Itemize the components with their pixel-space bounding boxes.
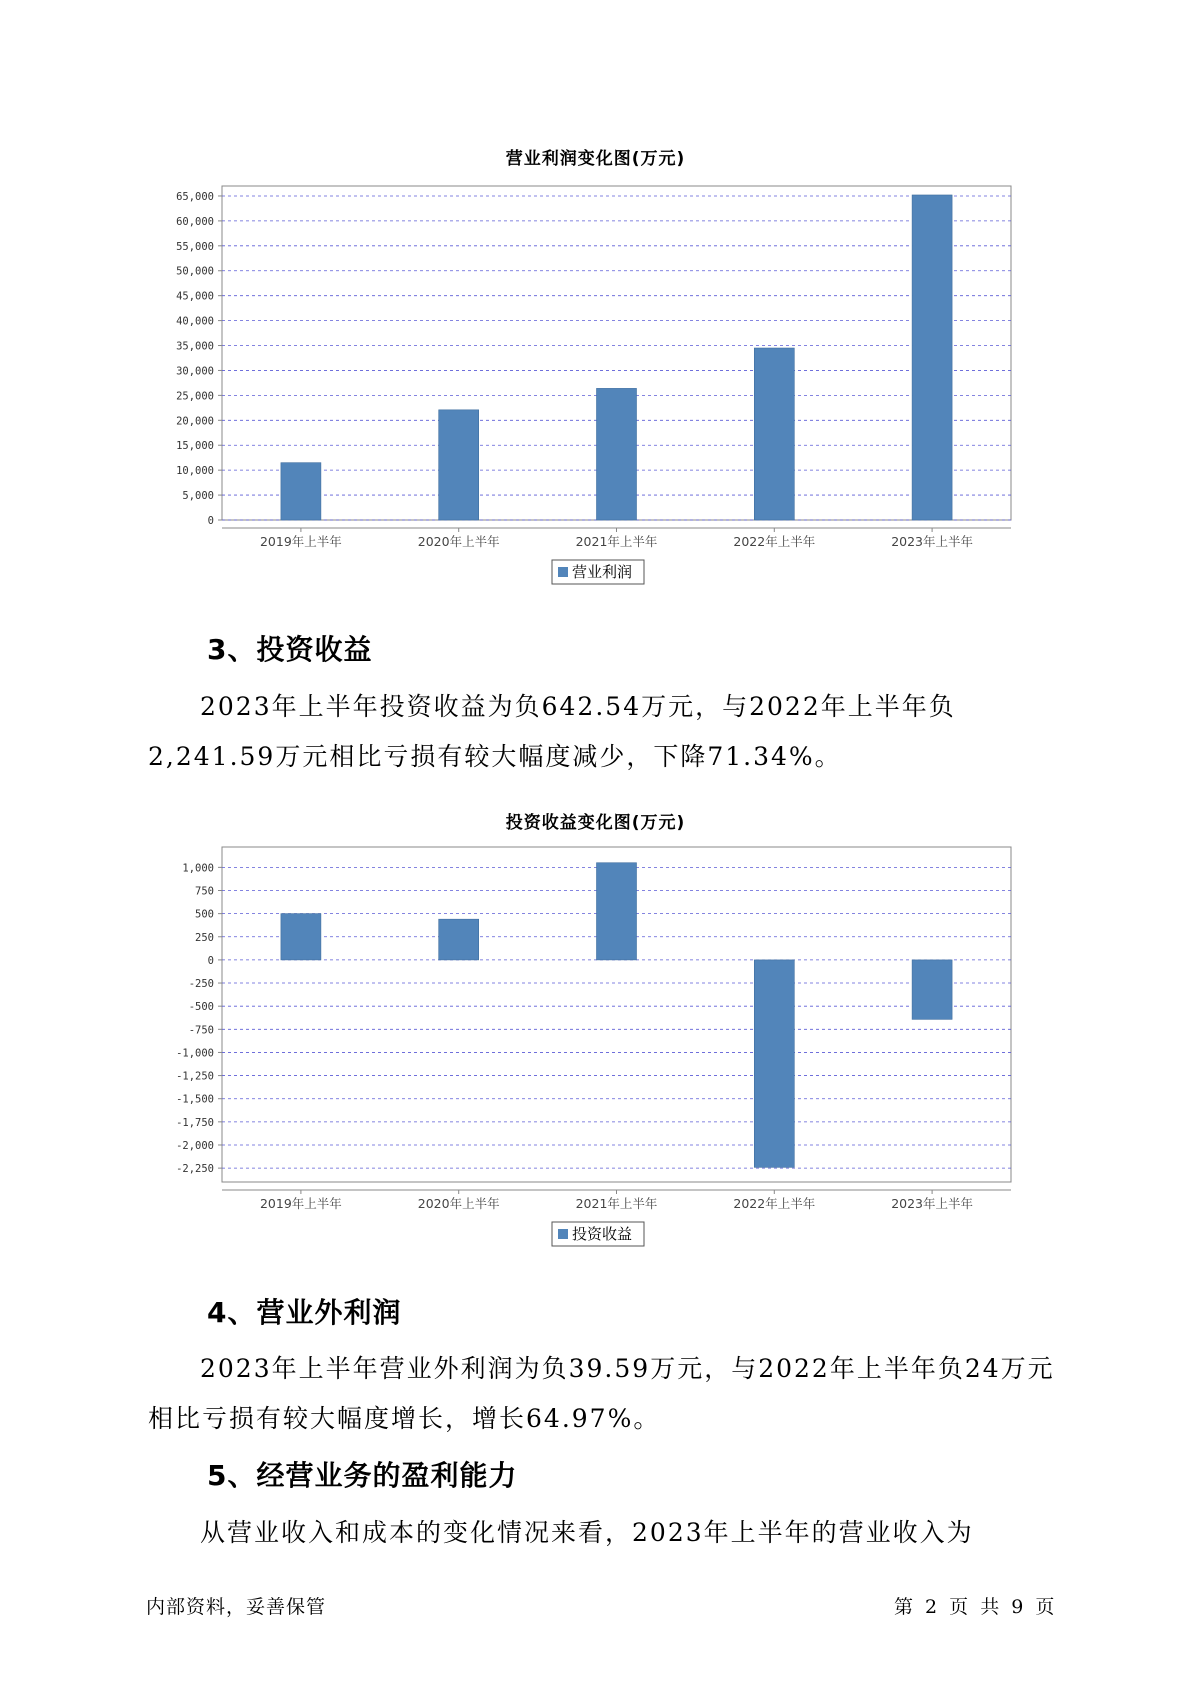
x-tick-label: 2023年上半年	[891, 1196, 974, 1211]
y-tick-label: 0	[207, 954, 214, 967]
y-tick-label: 55,000	[176, 240, 214, 253]
x-tick-label: 2019年上半年	[259, 1196, 342, 1211]
y-tick-label: 65,000	[176, 190, 214, 203]
bar	[597, 863, 637, 960]
section-4-heading: 4、营业外利润	[207, 1296, 402, 1329]
y-tick-label: -2,000	[176, 1139, 214, 1152]
y-tick-label: -1,500	[176, 1093, 214, 1106]
y-tick-label: -1,250	[176, 1070, 214, 1083]
y-tick-label: -2,250	[176, 1163, 214, 1176]
x-tick-label: 2023年上半年	[891, 534, 974, 549]
x-tick-label: 2022年上半年	[733, 534, 816, 549]
x-tick-label: 2021年上半年	[575, 1196, 658, 1211]
section-5-heading: 5、经营业务的盈利能力	[207, 1459, 518, 1492]
legend-swatch	[558, 567, 568, 577]
y-tick-label: 35,000	[176, 340, 214, 353]
x-tick-label: 2020年上半年	[417, 534, 500, 549]
y-tick-label: 40,000	[176, 315, 214, 328]
bar	[439, 919, 479, 960]
bar	[597, 388, 637, 520]
y-tick-label: 20,000	[176, 415, 214, 428]
y-tick-label: 250	[195, 931, 214, 944]
y-tick-label: -250	[188, 978, 214, 991]
bar	[754, 348, 794, 520]
bar	[754, 960, 794, 1167]
legend-label: 投资收益	[572, 1225, 633, 1243]
bar	[912, 195, 952, 520]
section-5-paragraph: 从营业收入和成本的变化情况来看，2023年上半年的营业收入为	[200, 1518, 974, 1547]
y-tick-label: 750	[195, 885, 214, 898]
section-3-heading: 3、投资收益	[207, 633, 373, 666]
operating-profit-chart	[0, 170, 1191, 590]
y-tick-label: -750	[188, 1024, 214, 1037]
bar	[439, 410, 479, 520]
y-tick-label: 60,000	[176, 215, 214, 228]
legend-swatch	[558, 1229, 568, 1239]
y-tick-label: 50,000	[176, 265, 214, 278]
legend-label: 营业利润	[572, 563, 633, 581]
bar	[912, 960, 952, 1019]
y-tick-label: 500	[195, 908, 214, 921]
section-3-paragraph: 2023年上半年投资收益为负642.54万元，与2022年上半年负2,241.59万元相比亏损有较大幅度减少，下降71.34%。	[148, 692, 956, 771]
y-tick-label: -500	[188, 1001, 214, 1014]
x-tick-label: 2019年上半年	[259, 534, 342, 549]
y-tick-label: -1,000	[176, 1047, 214, 1060]
bar	[281, 914, 321, 960]
y-tick-label: 15,000	[176, 440, 214, 453]
footer-page-number: 第 2 页 共 9 页	[894, 1596, 1056, 1618]
operating-profit-chart-title: 营业利润变化图(万元)	[505, 149, 686, 169]
y-tick-label: 5,000	[182, 490, 214, 503]
y-tick-label: 10,000	[176, 465, 214, 478]
x-tick-label: 2022年上半年	[733, 1196, 816, 1211]
investment-income-chart	[0, 832, 1191, 1252]
investment-income-chart-title: 投资收益变化图(万元)	[505, 813, 686, 833]
x-tick-label: 2020年上半年	[417, 1196, 500, 1211]
y-tick-label: 25,000	[176, 390, 214, 403]
x-tick-label: 2021年上半年	[575, 534, 658, 549]
y-tick-label: 45,000	[176, 290, 214, 303]
section-4-paragraph: 2023年上半年营业外利润为负39.59万元，与2022年上半年负24万元相比亏损有较大幅度增长，增长64.97%。	[148, 1354, 1055, 1433]
y-tick-label: -1,750	[176, 1116, 214, 1129]
footer-confidential-note: 内部资料，妥善保管	[146, 1596, 327, 1618]
y-tick-label: 0	[207, 515, 214, 527]
bar	[281, 463, 321, 520]
y-tick-label: 1,000	[182, 862, 214, 875]
y-tick-label: 30,000	[176, 365, 214, 378]
